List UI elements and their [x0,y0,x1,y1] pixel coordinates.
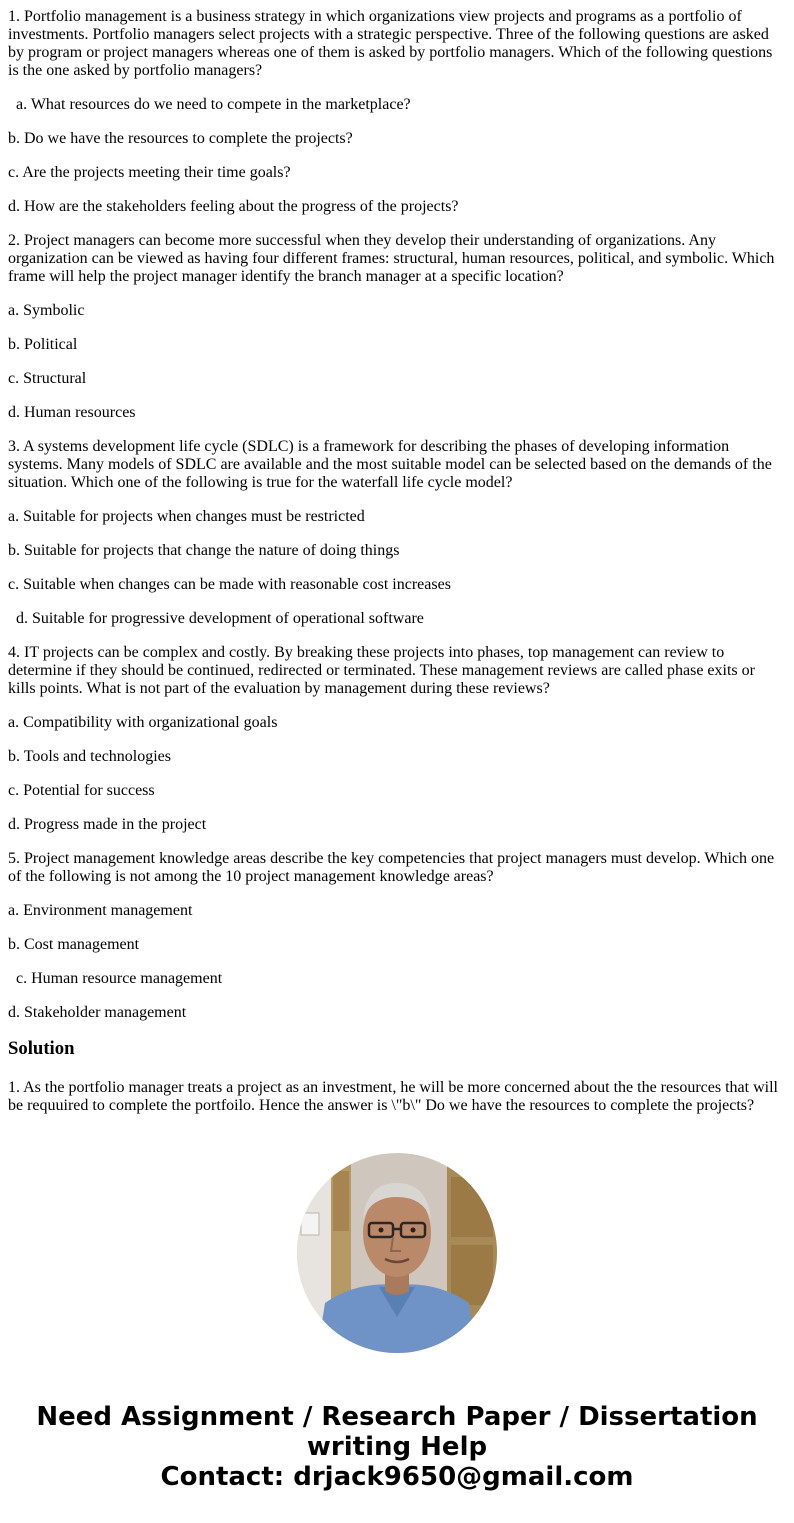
question-1-option-a: a. What resources do we need to compete in the marketplace? [16,96,411,113]
question-2-option-b: b. Political [8,336,78,353]
question-3-option-a: a. Suitable for projects when changes must be restricted [8,508,365,525]
question-5-option-d: d. Stakeholder management [8,1004,187,1021]
question-4-text: 4. IT projects can be complex and costly. By breaking these projects into phases, top management can review to determine if they should be continued, redirected or terminated. These management reviews are called phase exits or kills points. What is not part of the evaluation by management during these reviews? [8,644,755,697]
question-2-text: 2. Project managers can become more successful when they develop their understanding of organizations. Any organization can be viewed as having four different frames: structural, human resources, political, and symbolic. Which frame will help the project manager identify the branch manager at a specific location? [8,232,775,285]
question-3-text: 3. A systems development life cycle (SDLC) is a framework for describing the phases of developing information systems. Many models of SDLC are available and the most suitable model can be selected based on the demands of the situation. Which one of the following is true for the waterfall life cycle model? [8,438,772,491]
question-3-option-c: c. Suitable when changes can be made with reasonable cost increases [8,576,451,593]
question-5-text: 5. Project management knowledge areas describe the key competencies that project managers must develop. Which one of the following is not among the 10 project management knowledge areas? [8,850,775,885]
promo-headline: Need Assignment / Research Paper / Dissertation writing Help [36,1402,758,1462]
document-body [8,8,786,1131]
question-2-option-d: d. Human resources [8,404,136,421]
question-3-option-b: b. Suitable for projects that change the nature of doing things [8,542,400,559]
author-photo [297,1153,497,1353]
question-3-option-d: d. Suitable for progressive development of operational software [16,610,424,627]
solution-heading: Solution [8,1038,75,1059]
question-1-text: 1. Portfolio management is a business strategy in which organizations view projects and programs as a portfolio of investments. Portfolio managers select projects with a strategic perspective. Three of the following questions are asked by program or project managers whereas one of them is asked by portfolio managers. Which of the following questions is the one asked by portfolio managers? [8,8,773,79]
question-5-option-c: c. Human resource management [16,970,223,987]
question-5-option-b: b. Cost management [8,936,140,953]
question-4-option-b: b. Tools and technologies [8,748,172,765]
question-2-option-c: c. Structural [8,370,87,387]
solution-text: 1. As the portfolio manager treats a project as an investment, he will be more concerned about the the resources that will be requuired to complete the portfoilo. Hence the answer is \"b\" Do we have the resources to complete the projects? [8,1079,778,1114]
question-1-option-c: c. Are the projects meeting their time goals? [8,164,291,181]
question-4-option-a: a. Compatibility with organizational goals [8,714,278,731]
promo-banner [0,1402,794,1492]
question-2-option-a: a. Symbolic [8,302,85,319]
question-5-option-a: a. Environment management [8,902,193,919]
question-4-option-c: c. Potential for success [8,782,155,799]
promo-contact: Contact: drjack9650@gmail.com [160,1462,634,1492]
question-1-option-d: d. How are the stakeholders feeling about the progress of the projects? [8,198,459,215]
question-1-option-b: b. Do we have the resources to complete the projects? [8,130,353,147]
author-avatar [297,1153,497,1353]
question-4-option-d: d. Progress made in the project [8,816,207,833]
